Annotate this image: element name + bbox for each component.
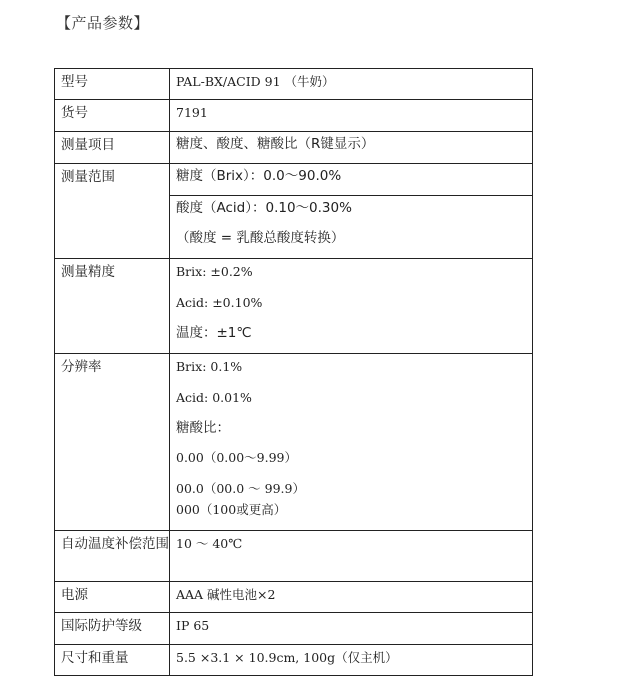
table-row	[55, 645, 533, 676]
table-row	[55, 132, 533, 164]
value-line: IP 65	[176, 618, 210, 633]
table-row	[55, 531, 533, 582]
value-line: 0.00（0.00～9.99）	[176, 450, 297, 465]
value-line: 糖度（Brix）：0.0～90.0%	[176, 168, 342, 184]
value-line: AAA 碱性电池×2	[176, 587, 276, 602]
spec-table	[54, 68, 533, 676]
table-row	[55, 259, 533, 354]
value-line: 000（100或更高）	[176, 502, 287, 517]
value-line: Acid: 0.01%	[176, 390, 252, 405]
value-line: 温度：±1℃	[176, 325, 252, 341]
value-line: Brix: 0.1%	[176, 359, 243, 374]
table-row	[55, 164, 533, 196]
value-line: （酸度 = 乳酸总酸度转换）	[176, 230, 345, 246]
value-line: 00.0（00.0 ～ 99.9）	[176, 481, 305, 496]
table-row	[55, 354, 533, 531]
row-label-size-weight: 尺寸和重量	[55, 645, 170, 676]
row-value-ip-rating	[170, 613, 533, 645]
value-line: PAL-BX/ACID 91 （牛奶）	[176, 74, 335, 89]
row-value-model	[170, 69, 533, 100]
row-value-acid-range	[170, 196, 533, 259]
value-line: Brix: ±0.2%	[176, 264, 253, 279]
value-line: 5.5 ×3.1 × 10.9cm, 100g（仅主机）	[176, 650, 398, 665]
row-label-accuracy: 测量精度	[55, 259, 170, 354]
table-row	[55, 582, 533, 613]
table-row	[55, 613, 533, 645]
row-value-power	[170, 582, 533, 613]
row-label-measurement-range: 测量范围	[55, 164, 170, 259]
row-value-measurement-items	[170, 132, 533, 164]
table-row	[55, 69, 533, 100]
value-line: 酸度（Acid）：0.10～0.30%	[176, 200, 352, 216]
row-value-resolution	[170, 354, 533, 531]
row-value-accuracy	[170, 259, 533, 354]
section-heading: 【产品参数】	[56, 14, 150, 32]
row-value-temp-compensation	[170, 531, 533, 582]
row-label-ip-rating: 国际防护等级	[55, 613, 170, 645]
row-label-model: 型号	[55, 69, 170, 100]
row-value-brix-range	[170, 164, 533, 196]
row-label-item-number: 货号	[55, 100, 170, 132]
value-line: 10 ～ 40℃	[176, 536, 243, 551]
row-value-item-number	[170, 100, 533, 132]
row-label-power: 电源	[55, 582, 170, 613]
table-row	[55, 100, 533, 132]
value-line: 糖度、酸度、糖酸比（R键显示）	[176, 136, 375, 152]
value-line: 糖酸比：	[176, 420, 230, 436]
row-label-resolution: 分辨率	[55, 354, 170, 531]
row-value-size-weight	[170, 645, 533, 676]
value-line: Acid: ±0.10%	[176, 295, 263, 310]
row-label-temp-compensation: 自动温度补偿范围	[55, 531, 170, 582]
value-line: 7191	[176, 105, 208, 120]
row-label-measurement-items: 测量项目	[55, 132, 170, 164]
